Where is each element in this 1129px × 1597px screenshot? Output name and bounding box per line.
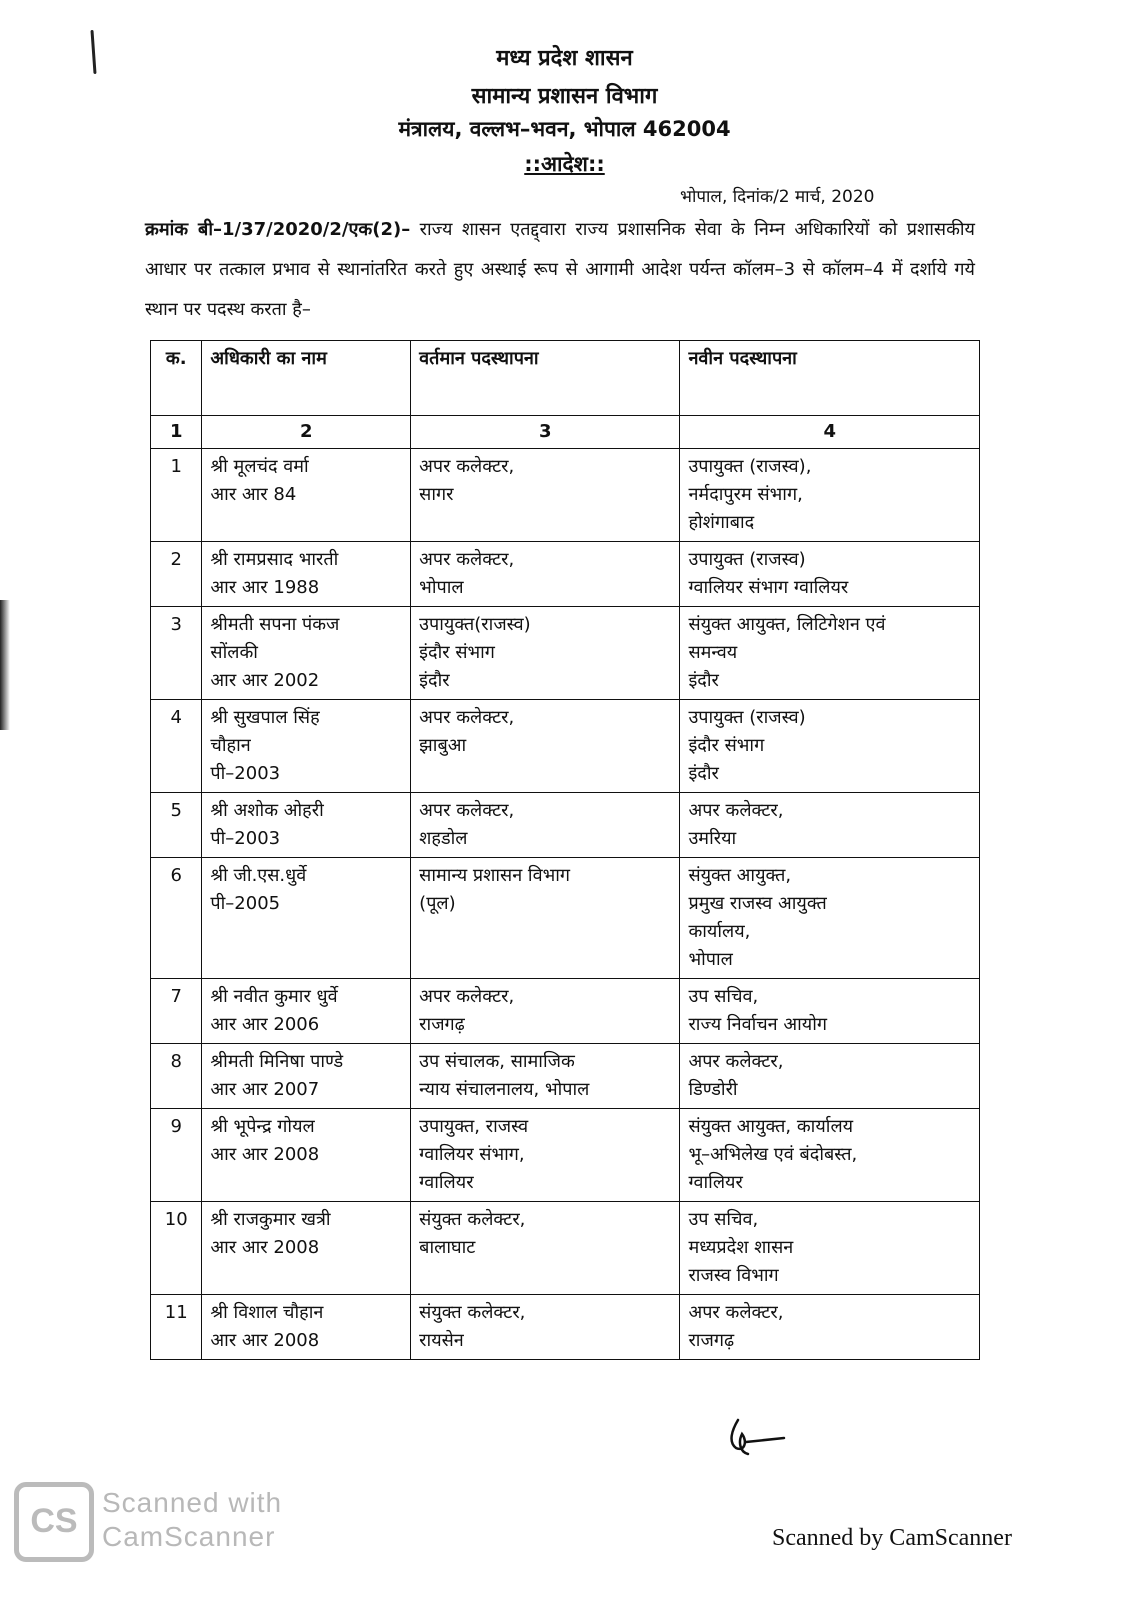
cell-sn: 3 — [151, 607, 202, 700]
table-row — [151, 858, 980, 979]
cell-new-posting: उपायुक्त (राजस्व), नर्मदापुरम संभाग, होशंगाबाद — [680, 449, 980, 542]
cell-current-posting: संयुक्त कलेक्टर, रायसेन — [411, 1295, 680, 1360]
order-reference: क्रमांक बी–1/37/2020/2/एक(2)– — [145, 219, 411, 240]
cell-current-posting: उपायुक्त, राजस्व ग्वालियर संभाग, ग्वालियर — [411, 1109, 680, 1202]
table-row — [151, 607, 980, 700]
table-row — [151, 1109, 980, 1202]
order-text: राज्य शासन एतद्द्वारा राज्य प्रशासनिक सेवा के निम्न अधिकारियों को प्रशासकीय आधार पर तत्काल प्रभाव से स्थानांतरित करते हुए अस्थाई रूप से आगामी आदेश पर्यन्त कॉलम–3 से कॉलम–4 में दर्शाये गये स्थान पर पदस्थ करता है– — [145, 219, 975, 320]
table-row — [151, 979, 980, 1044]
table-header-row — [151, 341, 980, 416]
cell-new-posting: उप सचिव, मध्यप्रदेश शासन राजस्व विभाग — [680, 1202, 980, 1295]
cell-officer-name: श्री नवीत कुमार धुर्वे आर आर 2006 — [202, 979, 411, 1044]
col-number: 2 — [202, 416, 411, 449]
cell-current-posting: सामान्य प्रशासन विभाग (पूल) — [411, 858, 680, 979]
cell-officer-name: श्री जी.एस.धुर्वे पी–2005 — [202, 858, 411, 979]
cell-officer-name: श्री विशाल चौहान आर आर 2008 — [202, 1295, 411, 1360]
cell-current-posting: अपर कलेक्टर, झाबुआ — [411, 700, 680, 793]
header-government: मध्य प्रदेश शासन — [496, 46, 633, 71]
cell-sn: 5 — [151, 793, 202, 858]
cell-new-posting: संयुक्त आयुक्त, लिटिगेशन एवं समन्वय इंदौर — [680, 607, 980, 700]
order-intro — [145, 210, 975, 330]
cell-new-posting: अपर कलेक्टर, डिण्डोरी — [680, 1044, 980, 1109]
cell-current-posting: अपर कलेक्टर, शहडोल — [411, 793, 680, 858]
col-header-sn: क. — [151, 341, 202, 416]
cell-officer-name: श्रीमती सपना पंकज सोंलकी आर आर 2002 — [202, 607, 411, 700]
col-number: 1 — [151, 416, 202, 449]
cell-sn: 10 — [151, 1202, 202, 1295]
table-body — [151, 449, 980, 1360]
cell-sn: 1 — [151, 449, 202, 542]
col-header-new: नवीन पदस्थापना — [680, 341, 980, 416]
cell-current-posting: उपायुक्त(राजस्व) इंदौर संभाग इंदौर — [411, 607, 680, 700]
cell-new-posting: उपायुक्त (राजस्व) ग्वालियर संभाग ग्वालियर — [680, 542, 980, 607]
column-number-row — [151, 416, 980, 449]
scanned-by-footer: Scanned by CamScanner — [772, 1525, 1012, 1551]
camscanner-watermark — [102, 1486, 282, 1554]
col-header-current: वर्तमान पदस्थापना — [411, 341, 680, 416]
cell-officer-name: श्री मूलचंद वर्मा आर आर 84 — [202, 449, 411, 542]
col-number: 3 — [411, 416, 680, 449]
table-row — [151, 793, 980, 858]
scan-edge-shadow — [0, 600, 10, 730]
cell-sn: 6 — [151, 858, 202, 979]
table-row — [151, 1044, 980, 1109]
cell-current-posting: अपर कलेक्टर, भोपाल — [411, 542, 680, 607]
table-row — [151, 449, 980, 542]
cell-sn: 11 — [151, 1295, 202, 1360]
cell-officer-name: श्री अशोक ओहरी पी–2003 — [202, 793, 411, 858]
col-header-name: अधिकारी का नाम — [202, 341, 411, 416]
table-row — [151, 1295, 980, 1360]
transfer-table — [150, 340, 980, 1360]
header-address: मंत्रालय, वल्लभ–भवन, भोपाल 462004 — [398, 117, 731, 141]
cell-new-posting: अपर कलेक्टर, उमरिया — [680, 793, 980, 858]
cell-sn: 2 — [151, 542, 202, 607]
table-row — [151, 700, 980, 793]
cell-sn: 8 — [151, 1044, 202, 1109]
cell-officer-name: श्रीमती मिनिषा पाण्डे आर आर 2007 — [202, 1044, 411, 1109]
cell-sn: 9 — [151, 1109, 202, 1202]
cell-officer-name: श्री राजकुमार खत्री आर आर 2008 — [202, 1202, 411, 1295]
col-number: 4 — [680, 416, 980, 449]
place-date: भोपाल, दिनांक/2 मार्च, 2020 — [680, 187, 875, 207]
header-department: सामान्य प्रशासन विभाग — [471, 84, 658, 109]
cell-new-posting: संयुक्त आयुक्त, प्रमुख राजस्व आयुक्त कार्यालय, भोपाल — [680, 858, 980, 979]
cell-new-posting: संयुक्त आयुक्त, कार्यालय भू–अभिलेख एवं बंदोबस्त, ग्वालियर — [680, 1109, 980, 1202]
watermark-line: Scanned with — [102, 1487, 283, 1518]
cell-current-posting: अपर कलेक्टर, राजगढ़ — [411, 979, 680, 1044]
cell-current-posting: उप संचालक, सामाजिक न्याय संचालनालय, भोपाल — [411, 1044, 680, 1109]
cell-sn: 4 — [151, 700, 202, 793]
order-title: ::आदेश:: — [524, 152, 605, 176]
signature — [718, 1412, 788, 1462]
camscanner-logo-icon: CS — [14, 1482, 94, 1562]
cell-sn: 7 — [151, 979, 202, 1044]
cell-officer-name: श्री सुखपाल सिंह चौहान पी–2003 — [202, 700, 411, 793]
watermark-line: CamScanner — [102, 1521, 276, 1552]
cell-officer-name: श्री भूपेन्द्र गोयल आर आर 2008 — [202, 1109, 411, 1202]
cell-new-posting: अपर कलेक्टर, राजगढ़ — [680, 1295, 980, 1360]
table-row — [151, 1202, 980, 1295]
cell-current-posting: अपर कलेक्टर, सागर — [411, 449, 680, 542]
cell-officer-name: श्री रामप्रसाद भारती आर आर 1988 — [202, 542, 411, 607]
table-row — [151, 542, 980, 607]
cell-current-posting: संयुक्त कलेक्टर, बालाघाट — [411, 1202, 680, 1295]
cell-new-posting: उपायुक्त (राजस्व) इंदौर संभाग इंदौर — [680, 700, 980, 793]
cell-new-posting: उप सचिव, राज्य निर्वाचन आयोग — [680, 979, 980, 1044]
